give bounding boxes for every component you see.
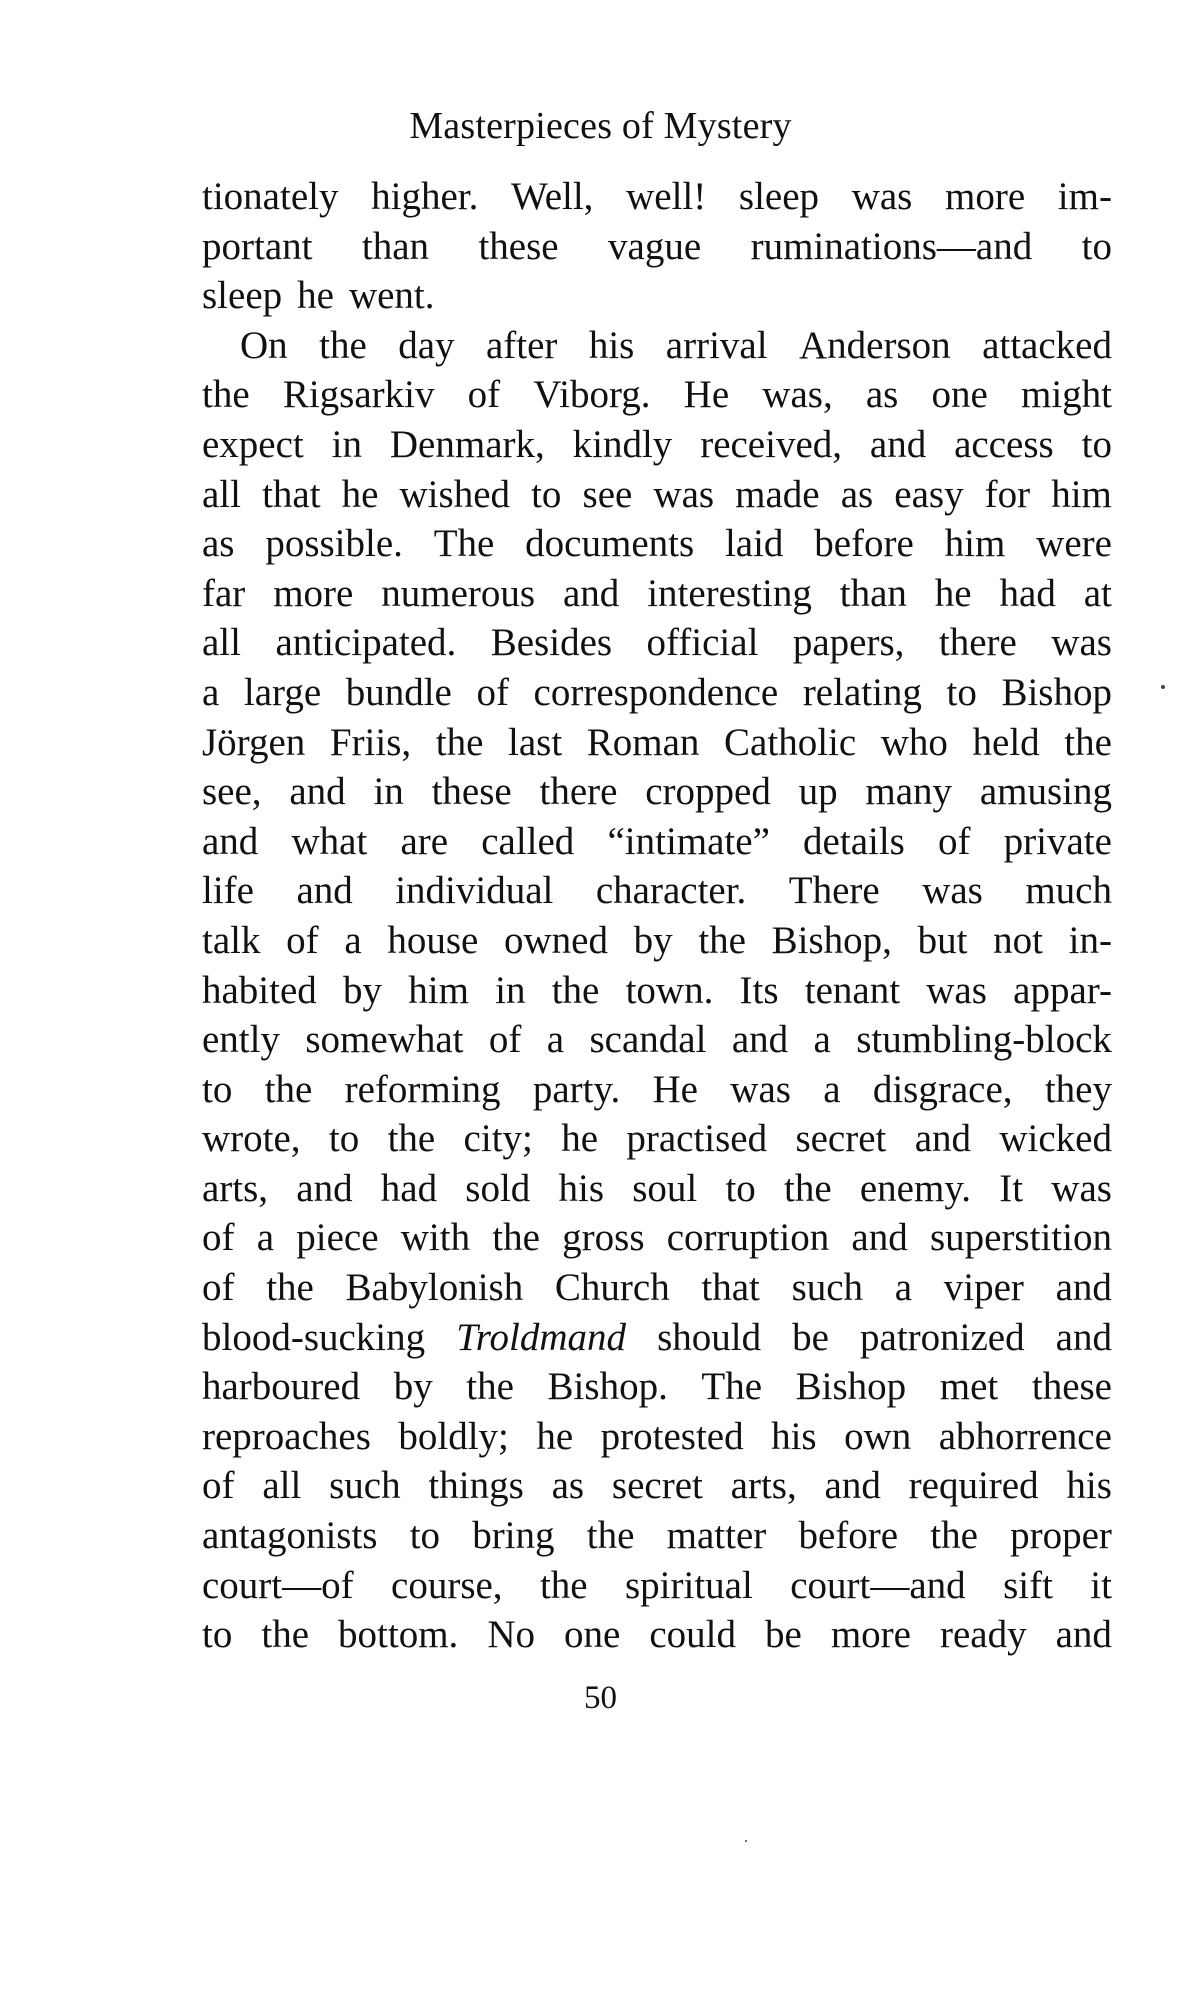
word: wicked xyxy=(999,1117,1112,1161)
word: was xyxy=(1051,621,1112,665)
text-line xyxy=(202,470,1112,520)
word: met xyxy=(939,1365,999,1409)
text-line xyxy=(202,1164,1112,1214)
word: to xyxy=(202,1613,233,1657)
word: Well, xyxy=(511,175,594,218)
page-number: 50 xyxy=(584,1680,617,1716)
word: in xyxy=(373,770,404,814)
word: of xyxy=(202,1464,235,1508)
word: the xyxy=(264,1067,313,1111)
word: up xyxy=(798,770,838,814)
word: see xyxy=(582,472,633,516)
word: was xyxy=(730,1067,791,1111)
word: scandal xyxy=(589,1018,707,1062)
word: well! xyxy=(626,175,707,218)
word: Rigsarkiv xyxy=(282,373,435,417)
word: a xyxy=(256,1216,275,1260)
word: of xyxy=(938,819,971,863)
text-line xyxy=(202,1511,1112,1561)
word: corruption xyxy=(666,1216,830,1260)
text-line xyxy=(202,1114,1112,1164)
word: practised xyxy=(626,1117,768,1161)
word: life xyxy=(202,869,254,913)
word: laid xyxy=(724,522,784,566)
word: city; xyxy=(463,1117,533,1161)
text-line xyxy=(202,1610,1112,1660)
word: superstition xyxy=(929,1216,1112,1260)
word: spiritual xyxy=(625,1563,753,1607)
word: to xyxy=(1081,422,1112,466)
word: a xyxy=(202,670,220,714)
word: On xyxy=(240,323,288,367)
word: was xyxy=(922,869,983,913)
word: he xyxy=(934,571,972,615)
word: enemy. xyxy=(859,1166,972,1210)
word: party. xyxy=(532,1067,621,1111)
word: and xyxy=(824,1464,881,1508)
text-line xyxy=(202,1362,1112,1412)
word: he xyxy=(561,1117,599,1161)
text-line xyxy=(202,618,1112,668)
text-line xyxy=(202,222,1112,272)
word: Babylonish xyxy=(345,1266,524,1310)
text-line xyxy=(202,817,1112,867)
word: Friis, xyxy=(329,720,412,764)
word: antagonists xyxy=(202,1514,378,1558)
word: but xyxy=(917,918,968,962)
word: what xyxy=(291,819,368,863)
word: portant xyxy=(202,224,313,268)
word: as xyxy=(840,472,874,516)
word: and xyxy=(289,770,346,814)
word: character. xyxy=(595,869,747,913)
word: “intimate” xyxy=(607,819,770,863)
text-line xyxy=(202,1065,1112,1115)
word: expect xyxy=(202,422,304,466)
word: talk xyxy=(202,918,261,962)
word: the xyxy=(539,1563,588,1607)
word: ruminations—and xyxy=(750,224,1033,268)
body-text xyxy=(202,172,1112,1660)
text-line xyxy=(202,1313,1112,1363)
word: and xyxy=(562,571,620,615)
word: Catholic xyxy=(724,720,857,764)
word: made xyxy=(735,472,820,516)
word: to xyxy=(725,1166,756,1210)
word: a xyxy=(823,1067,841,1111)
running-head: Masterpieces of Mystery xyxy=(409,105,792,147)
word: viper xyxy=(943,1266,1024,1310)
word: protested xyxy=(600,1414,744,1458)
word: to xyxy=(409,1514,441,1558)
word: and xyxy=(1055,1266,1112,1310)
word: He xyxy=(683,373,730,417)
word: his xyxy=(558,1166,605,1210)
word: course, xyxy=(391,1563,503,1607)
word: arrival xyxy=(665,323,768,367)
word: in- xyxy=(1068,918,1112,962)
word: much xyxy=(1025,869,1112,913)
word: to xyxy=(531,472,562,516)
word: large xyxy=(243,670,322,714)
word: called xyxy=(481,819,575,863)
word: held xyxy=(972,720,1040,764)
word: ready xyxy=(939,1613,1027,1657)
word: a xyxy=(344,918,362,962)
word: a xyxy=(813,1018,831,1062)
word: sold xyxy=(465,1166,531,1210)
word: his xyxy=(588,323,635,367)
word: individual xyxy=(395,869,554,913)
word: higher. xyxy=(371,175,479,218)
word: and xyxy=(296,869,353,913)
word: The xyxy=(433,522,495,566)
word: a xyxy=(546,1018,565,1062)
text-line xyxy=(202,172,1112,222)
word: wrote, xyxy=(202,1117,301,1161)
word: these xyxy=(431,770,512,814)
word: documents xyxy=(525,522,695,566)
word: and xyxy=(869,422,927,466)
word: and xyxy=(1055,1315,1112,1359)
word: It xyxy=(999,1166,1024,1210)
word: secret xyxy=(611,1464,703,1508)
word: somewhat xyxy=(305,1018,464,1062)
text-line xyxy=(202,1412,1112,1462)
word: boldly; xyxy=(398,1414,509,1458)
word: Denmark, xyxy=(389,422,545,466)
word: Troldmand xyxy=(456,1315,626,1359)
word: harboured xyxy=(202,1365,361,1409)
text-line xyxy=(202,370,1112,420)
word: his xyxy=(771,1414,817,1458)
word: last xyxy=(508,720,563,764)
word: proper xyxy=(1010,1514,1112,1558)
word: of xyxy=(286,918,319,962)
word: disgrace, xyxy=(872,1067,1013,1111)
word: Viborg. xyxy=(533,373,651,417)
word: access xyxy=(954,422,1054,466)
word: they xyxy=(1044,1067,1112,1111)
word: court—of xyxy=(202,1563,354,1607)
word: reforming xyxy=(344,1067,501,1111)
word: bundle xyxy=(345,670,452,714)
word: all xyxy=(262,1464,302,1508)
word: amusing xyxy=(979,770,1112,814)
word: Besides xyxy=(490,621,613,665)
word: the xyxy=(698,918,746,962)
word: secret xyxy=(795,1117,887,1161)
word: of xyxy=(488,1018,522,1062)
word: ently xyxy=(202,1018,280,1062)
word: who xyxy=(880,720,948,764)
word: things xyxy=(428,1464,524,1508)
word: and xyxy=(296,1166,353,1210)
word: Bishop xyxy=(1001,670,1112,714)
word: the xyxy=(784,1166,832,1210)
word: gross xyxy=(562,1216,645,1260)
word: was xyxy=(1051,1166,1112,1210)
word: appar- xyxy=(1013,968,1112,1012)
word: of xyxy=(202,1266,235,1310)
word: by xyxy=(633,918,673,962)
word: im- xyxy=(1057,175,1112,218)
text-line xyxy=(202,569,1112,619)
word: that xyxy=(701,1266,760,1310)
word: and xyxy=(851,1216,908,1260)
word: sleep xyxy=(738,175,820,218)
word: his xyxy=(1066,1464,1112,1508)
word: were xyxy=(1036,522,1112,566)
word: soul xyxy=(632,1166,698,1210)
word: the xyxy=(202,373,250,417)
word: by xyxy=(393,1365,433,1409)
word: the xyxy=(586,1514,635,1558)
word: more xyxy=(830,1613,911,1657)
word: easy xyxy=(894,472,964,516)
word: arts, xyxy=(730,1464,797,1508)
margin-speck xyxy=(745,1840,747,1842)
word: a xyxy=(894,1266,913,1310)
word: stumbling-block xyxy=(856,1018,1112,1062)
word: these xyxy=(478,224,559,268)
word: to xyxy=(202,1067,233,1111)
word: the xyxy=(266,1266,314,1310)
word: vague xyxy=(608,224,702,268)
word: house xyxy=(387,918,479,962)
word: Jörgen xyxy=(202,720,306,764)
text-line xyxy=(202,668,1112,718)
word: the xyxy=(930,1514,978,1558)
word: that xyxy=(262,472,321,516)
word: The xyxy=(701,1365,763,1409)
text-line xyxy=(202,767,1112,817)
word: in xyxy=(331,422,362,466)
word: than xyxy=(839,571,907,615)
word: to xyxy=(1081,224,1112,268)
word: the xyxy=(492,1216,540,1260)
word: for xyxy=(984,472,1031,516)
word: such xyxy=(791,1266,864,1310)
word: him xyxy=(944,522,1006,566)
text-line xyxy=(202,271,1112,321)
word: see, xyxy=(202,770,262,814)
word: it xyxy=(1090,1563,1112,1607)
text-line xyxy=(202,519,1112,569)
text-line xyxy=(202,866,1112,916)
word: one xyxy=(931,373,988,417)
word: and xyxy=(1055,1613,1112,1657)
word: tenant xyxy=(804,968,901,1012)
word: went. xyxy=(348,274,435,318)
text-line xyxy=(202,718,1112,768)
word: possible. xyxy=(265,522,403,566)
word: matter xyxy=(666,1514,767,1558)
word: anticipated. xyxy=(275,621,457,665)
word: could xyxy=(649,1613,736,1657)
word: at xyxy=(1083,571,1112,615)
word: was, xyxy=(762,373,833,417)
word: the xyxy=(466,1365,514,1409)
word: day xyxy=(398,323,455,367)
word: the xyxy=(387,1117,436,1161)
text-line xyxy=(202,1263,1112,1313)
word: sleep xyxy=(202,274,283,318)
word: Church xyxy=(554,1266,670,1310)
word: after xyxy=(485,323,558,367)
word: in xyxy=(495,968,526,1012)
word: as xyxy=(551,1464,585,1508)
word: bottom. xyxy=(338,1613,459,1657)
word: the xyxy=(319,323,367,367)
text-line xyxy=(202,321,1112,371)
word: was xyxy=(851,175,913,218)
word: He xyxy=(652,1067,698,1111)
word: there xyxy=(539,770,618,814)
word: private xyxy=(1003,819,1112,863)
word: these xyxy=(1031,1365,1112,1409)
text-line xyxy=(202,1561,1112,1611)
word: correspondence xyxy=(533,670,779,714)
word: not xyxy=(993,918,1043,962)
word: of xyxy=(476,670,509,714)
word: had xyxy=(380,1166,438,1210)
word: he xyxy=(297,274,334,318)
word: patronized xyxy=(860,1315,1025,1359)
word: be xyxy=(792,1315,829,1359)
word: kindly xyxy=(572,422,673,466)
word: Roman xyxy=(586,720,700,764)
word: Its xyxy=(739,968,779,1012)
word: Anderson xyxy=(798,323,951,367)
word: before xyxy=(814,522,914,566)
word: was xyxy=(926,968,987,1012)
text-line xyxy=(202,420,1112,470)
text-line xyxy=(202,966,1112,1016)
word: than xyxy=(361,224,430,268)
word: one xyxy=(564,1613,621,1657)
word: attacked xyxy=(982,323,1112,367)
word: details xyxy=(803,819,905,863)
word: Bishop xyxy=(795,1365,907,1409)
word: arts, xyxy=(202,1166,269,1210)
word: be xyxy=(765,1613,802,1657)
word: the xyxy=(551,968,600,1012)
word: habited xyxy=(202,968,317,1012)
word: and xyxy=(914,1117,972,1161)
word: received, xyxy=(700,422,843,466)
word: should xyxy=(657,1315,762,1359)
word: of xyxy=(467,373,501,417)
word: the xyxy=(1064,720,1112,764)
word: such xyxy=(329,1464,401,1508)
word: might xyxy=(1020,373,1112,417)
word: papers, xyxy=(792,621,905,665)
word: piece xyxy=(296,1216,379,1260)
word: more xyxy=(273,571,354,615)
word: he xyxy=(341,472,379,516)
word: all xyxy=(202,621,241,665)
word: interesting xyxy=(647,571,812,615)
word: owned xyxy=(503,918,608,962)
word: as xyxy=(865,373,899,417)
word: to xyxy=(946,670,977,714)
word: of xyxy=(202,1216,235,1260)
word: Bishop, xyxy=(771,918,892,962)
word: cropped xyxy=(645,770,771,814)
text-line xyxy=(202,1213,1112,1263)
word: many xyxy=(865,770,953,814)
word: No xyxy=(487,1613,535,1657)
word: was xyxy=(653,472,715,516)
word: and xyxy=(731,1018,789,1062)
word: him xyxy=(408,968,469,1012)
text-line xyxy=(202,1015,1112,1065)
word: more xyxy=(945,175,1026,218)
word: Bishop. xyxy=(547,1365,668,1409)
word: official xyxy=(646,621,759,665)
word: blood-sucking xyxy=(202,1315,426,1359)
word: bring xyxy=(472,1514,555,1558)
word: all xyxy=(202,472,241,516)
text-line xyxy=(202,1461,1112,1511)
word: sift xyxy=(1003,1563,1053,1607)
word: the xyxy=(261,1613,310,1657)
word: tionately xyxy=(202,175,339,218)
word: with xyxy=(400,1216,471,1260)
word: required xyxy=(908,1464,1039,1508)
word: There xyxy=(788,869,880,913)
word: by xyxy=(343,968,383,1012)
margin-speck xyxy=(1161,685,1165,689)
word: wished xyxy=(399,472,511,516)
word: the xyxy=(435,720,484,764)
word: abhorrence xyxy=(938,1414,1112,1458)
word: he xyxy=(536,1414,574,1458)
word: as xyxy=(202,522,235,566)
word: town. xyxy=(625,968,714,1012)
word: are xyxy=(400,819,449,863)
word: before xyxy=(798,1514,899,1558)
word: there xyxy=(938,621,1017,665)
text-line xyxy=(202,916,1112,966)
word: court—and xyxy=(790,1563,966,1607)
word: and xyxy=(202,819,259,863)
word: to xyxy=(328,1117,360,1161)
word: him xyxy=(1051,472,1112,516)
word: had xyxy=(999,571,1056,615)
word: relating xyxy=(802,670,922,714)
word: numerous xyxy=(381,571,536,615)
word: reproaches xyxy=(202,1414,371,1458)
word: far xyxy=(202,571,246,615)
word: own xyxy=(844,1414,912,1458)
